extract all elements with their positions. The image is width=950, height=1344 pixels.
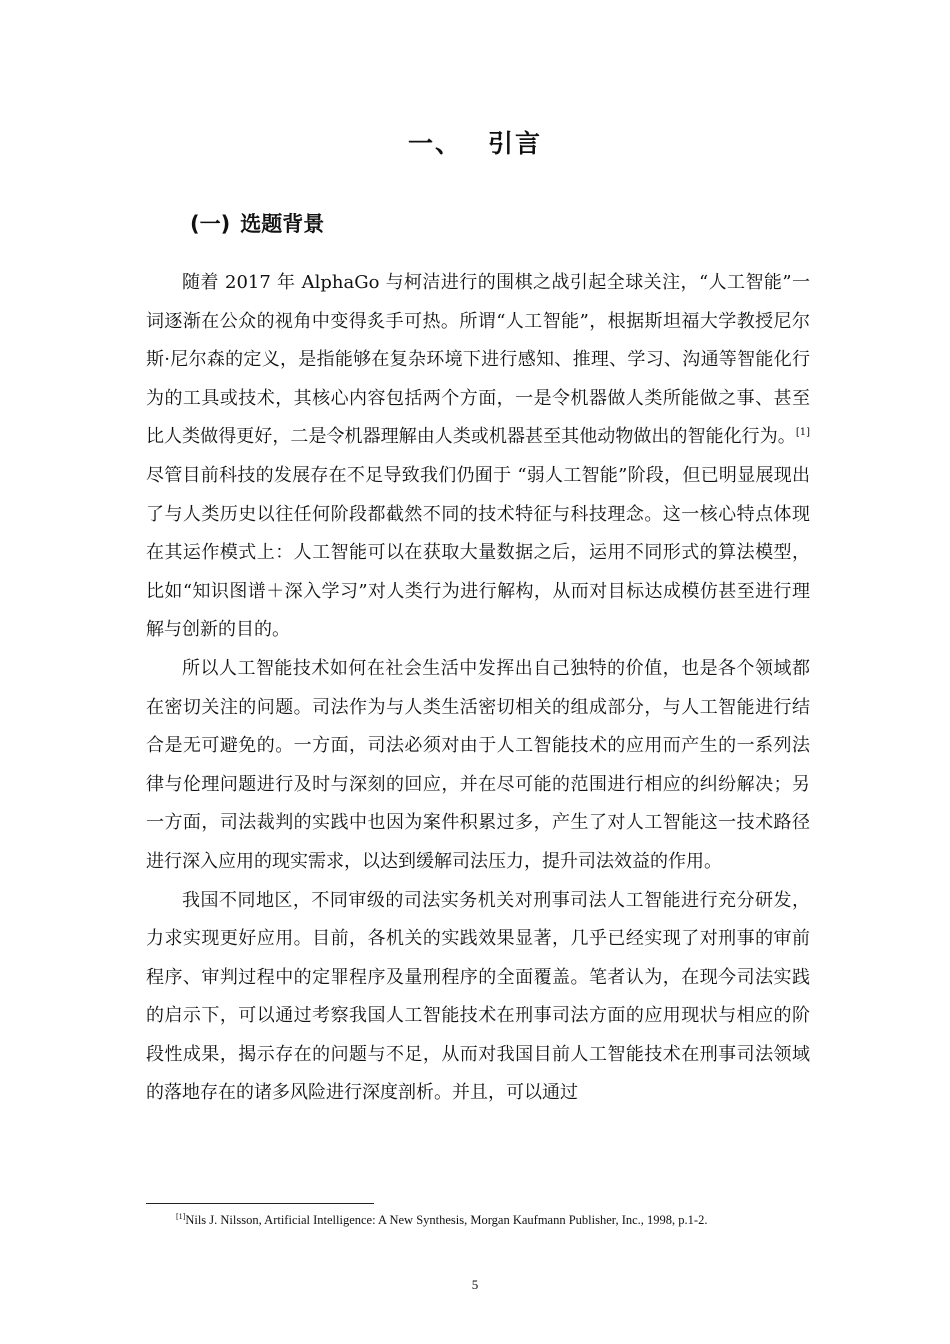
chapter-title-text: 引言 xyxy=(488,129,543,158)
section-title xyxy=(190,208,324,238)
chapter-title xyxy=(0,124,950,160)
paragraph-1-text-b: 尽管目前科技的发展存在不足导致我们仍囿于 “弱人工智能”阶段，但已明显展现出了与人类历史以往任何阶段都截然不同的技术特征与科技理念。这一核心特点体现在其运作模式上：人工智能可以在获取大量数据之后，运用不同形式的算法模型，比如“知识图谱＋深入学习”对人类行为进行解构，从而对目标达成模仿甚至进行理解与创新的目的。 xyxy=(146,464,810,641)
footnote-reference: [1] xyxy=(795,427,810,439)
paragraph-3: 我国不同地区，不同审级的司法实务机关对刑事司法人工智能进行充分研发，力求实现更好应用。目前，各机关的实践效果显著，几乎已经实现了对刑事的审前程序、审判过程中的定罪程序及量刑程序的全面覆盖。笔者认为，在现今司法实践的启示下，可以通过考察我国人工智能技术在刑事司法方面的应用现状与相应的阶段性成果，揭示存在的问题与不足，从而对我国目前人工智能技术在刑事司法领域的落地存在的诸多风险进行深度剖析。并且，可以通过 xyxy=(146,889,810,1104)
footnote xyxy=(176,1212,816,1228)
section-title-text: 选题背景 xyxy=(240,212,325,236)
footnote-divider xyxy=(146,1203,374,1204)
paragraph-2: 所以人工智能技术如何在社会生活中发挥出自己独特的价值，也是各个领域都在密切关注的问题。司法作为与人类生活密切相关的组成部分，与人工智能进行结合是无可避免的。一方面，司法必须对由于人工智能技术的应用而产生的一系列法律与伦理问题进行及时与深刻的回应，并在尽可能的范围进行相应的纠纷解决；另一方面，司法裁判的实践中也因为案件积累过多，产生了对人工智能这一技术路径进行深入应用的现实需求，以达到缓解司法压力，提升司法效益的作用。 xyxy=(146,657,810,872)
section-number: (一) xyxy=(190,212,231,236)
footnote-mark: [1] xyxy=(176,1211,186,1221)
paragraph-1 xyxy=(146,264,810,650)
body-text xyxy=(146,264,810,1113)
paragraph-1-text-a: 随着 2017 年 AlphaGo 与柯洁进行的围棋之战引起全球关注，“人工智能”一词逐渐在公众的视角中变得炙手可热。所谓“人工智能”，根据斯坦福大学教授尼尔斯·尼尔森的定义，是指能够在复杂环境下进行感知、推理、学习、沟通等智能化行为的工具或技术，其核心内容包括两个方面，一是令机器做人类所能做之事、甚至比人类做得更好，二是令机器理解由人类或机器甚至其他动物做出的智能化行为。 xyxy=(146,272,810,448)
page-number: 5 xyxy=(471,1277,479,1292)
chapter-number: 一、 xyxy=(407,129,462,158)
footnote-text: Nils J. Nilsson, Artificial Intelligence: A New Synthesis, Morgan Kaufmann Publisher, Inc., 1998, p.1-2. xyxy=(185,1213,708,1227)
